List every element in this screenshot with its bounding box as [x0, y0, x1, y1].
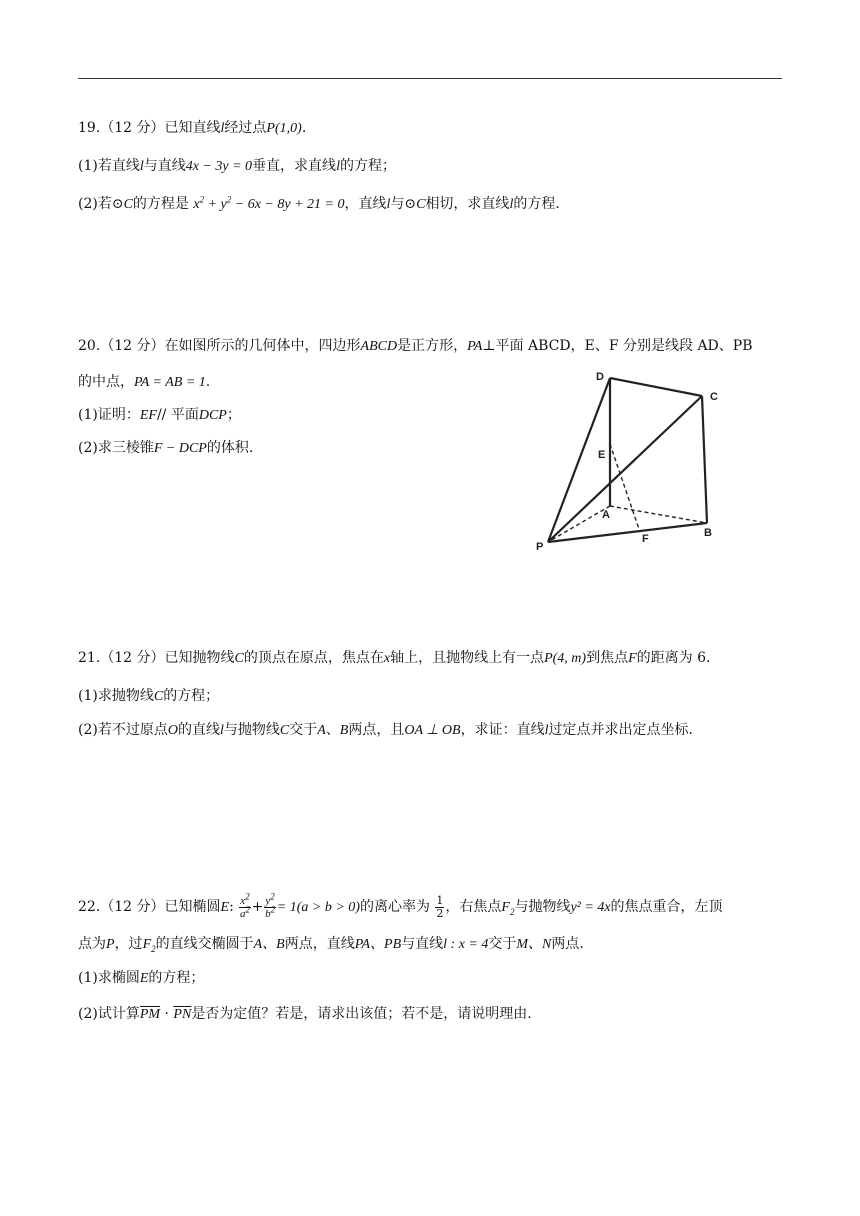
- q20-mid: 是正方形，: [397, 338, 468, 354]
- edge-ab: [610, 506, 707, 523]
- q20-p2-a: (2)求三棱锥: [78, 440, 154, 456]
- q21-head: 21.（12 分）已知抛物线: [78, 650, 235, 666]
- q20-line2: [78, 372, 210, 393]
- q22-l2-f: 交于: [488, 936, 517, 952]
- q21-p2-perp: OA ⊥ OB: [404, 723, 461, 738]
- q19-p2-f: 的方程.: [513, 196, 560, 212]
- q19-mid: 经过点: [224, 120, 267, 136]
- q21-p2-B: B: [339, 723, 349, 738]
- q22-vec-PN: $\overline{PN}$: [173, 1007, 192, 1022]
- q21-point: P(4, m): [544, 651, 587, 666]
- q20-p1-dcp: DCP: [198, 408, 227, 423]
- q21-p2-h: 过定点并求出定点坐标.: [548, 722, 693, 738]
- q19-p2-C: C: [123, 197, 133, 212]
- q20-p1-c: ；: [226, 407, 241, 423]
- q19-p1-d: 的方程；: [339, 158, 396, 174]
- q22-p1-a: (1)求椭圆: [78, 970, 140, 986]
- edge-pb: [548, 523, 707, 542]
- q21-p2-d: 交于: [289, 722, 318, 738]
- q22-l2-e: 与直线: [401, 936, 444, 952]
- q19-p2-C2: C: [416, 197, 426, 212]
- label-F: F: [642, 533, 649, 545]
- q19-p2-e: 相切，求直线: [425, 196, 510, 212]
- q19-p2-l2: l: [509, 197, 514, 212]
- q20-p1-b: // 平面: [156, 407, 199, 423]
- q22-l2-F2-text: F: [142, 937, 152, 952]
- q21-F: F: [628, 651, 637, 666]
- q22-p2-b: 是否为定值？若是，请求出该值；若不是，请说明理由.: [191, 1006, 532, 1022]
- q19-p2-a: (2)若⊙: [78, 196, 124, 212]
- q21-p2-A: A: [317, 723, 326, 738]
- q20-title: [78, 336, 753, 357]
- q22-frac-x: $\frac{x^2}{a^2}$: [239, 890, 250, 920]
- q22-d: 与抛物线: [514, 899, 571, 915]
- q22-l2-AB: A、B: [253, 937, 285, 952]
- q22-l2-P: P: [106, 937, 115, 952]
- edge-cb: [702, 396, 707, 523]
- q22-F2-text: F: [501, 900, 510, 915]
- q19-title: [78, 118, 306, 139]
- q22-e: 的焦点重合，左顶: [610, 899, 723, 915]
- header-rule: [78, 78, 782, 79]
- q20-part1: [78, 405, 241, 426]
- q20-pa: PA: [467, 339, 483, 354]
- q22-l2-PAPB: PA、PB: [354, 937, 402, 952]
- q22-l2-F2: $F_2$: [142, 937, 156, 954]
- q22-colon: :: [229, 899, 234, 915]
- label-B: B: [704, 527, 712, 539]
- edge-ef: [610, 444, 640, 532]
- q21-p1-C: C: [153, 689, 164, 704]
- q21-x: x: [383, 651, 391, 666]
- q22-x2: x: [240, 894, 246, 907]
- q21-p2-c: 与抛物线: [223, 722, 280, 738]
- q21-p2-f: 两点，且: [348, 722, 405, 738]
- q22-half-den: 2: [436, 906, 444, 920]
- q21-b: 轴上，且抛物线上有一点: [390, 650, 545, 666]
- q22-b2: b: [265, 907, 271, 920]
- geometry-figure: [530, 360, 750, 560]
- q21-p2-O: O: [167, 723, 178, 738]
- q22-y2: y: [265, 894, 271, 907]
- q20-p1-ef: EF: [139, 408, 157, 423]
- q22-frac-half: [435, 895, 444, 920]
- q22-F2: $F_2$: [501, 900, 515, 917]
- q21-p2-b: 的直线: [177, 722, 220, 738]
- q19-p1-c: 垂直，求直线: [252, 158, 337, 174]
- q19-p1-l: l: [139, 159, 144, 174]
- label-P: P: [536, 541, 544, 553]
- q19-p2-rest: − 6x − 8y + 21 = 0: [234, 197, 345, 212]
- q20-part2: [78, 438, 253, 459]
- q21-d: 的距离为 6.: [636, 650, 711, 666]
- label-C: C: [710, 391, 718, 403]
- q19-p2-c: ，直线: [344, 196, 387, 212]
- q21-p2-e: 、: [325, 722, 340, 738]
- q19-head: 19.（12 分）已知直线: [78, 120, 221, 136]
- q20-p2-b: 的体积.: [206, 440, 254, 456]
- q22-E: E: [220, 900, 230, 915]
- q21-p2-l2: l: [544, 723, 549, 738]
- q19-p2-d: 与⊙: [390, 196, 417, 212]
- q22-p2-dot: ·: [160, 1006, 174, 1022]
- q22-half-num: 1: [436, 893, 444, 907]
- q22-p2-a: (2)试计算: [78, 1006, 140, 1022]
- q22-l2-MN: M、N: [516, 937, 552, 952]
- q21-p2-g: ，求证：直线: [460, 722, 545, 738]
- q22-l2-d: 两点，直线: [284, 936, 355, 952]
- q20-head: 20.（12 分）在如图所示的几何体中，四边形: [78, 338, 361, 354]
- q22-head: 22.（12 分）已知椭圆: [78, 899, 221, 915]
- q22-l2-b: ，过: [114, 936, 143, 952]
- q22-line2: [78, 934, 584, 955]
- q22-ecc: 的离心率为: [359, 899, 430, 915]
- q21-title: [78, 648, 710, 669]
- label-D: D: [596, 371, 604, 383]
- q22-title: 22.（12 分）已知椭圆E: $\frac{x^2}{a^2}$ + $\frac{y^2}{b^2}$ = 1(a > b > 0)的离心率为 $\frac{1}{2}$ ，右焦点$F_2$与抛物线y² = 4x的焦点重合，左顶: [78, 890, 723, 920]
- q20-p2-f: F − DCP: [153, 441, 207, 456]
- q22-p1-b: 的方程；: [148, 970, 205, 986]
- q19-p1-eq: 4x − 3y = 0: [185, 159, 253, 174]
- q21-C: C: [234, 651, 244, 666]
- q19-part1: [78, 156, 396, 177]
- q20-l2-b: .: [205, 374, 211, 390]
- solid-edges: [548, 378, 707, 542]
- q22-frac-y: $\frac{y^2}{b^2}$: [265, 890, 276, 920]
- q21-a: 的顶点在原点，焦点在: [243, 650, 384, 666]
- q21-p2-a: (2)若不过原点: [78, 722, 168, 738]
- q20-p1-a: (1)证明：: [78, 407, 140, 423]
- q19-p1-b: 与直线: [143, 158, 186, 174]
- q22-p1-E: E: [139, 971, 149, 986]
- q19-point: P(1,0): [266, 121, 302, 136]
- q22-l2-g: 两点.: [551, 936, 584, 952]
- q22-l2-a: 点为: [78, 936, 106, 952]
- q21-part2: [78, 720, 693, 741]
- q22-vec-PM: $\overline{PM}$: [139, 1007, 161, 1022]
- q22-a2: a: [239, 907, 246, 920]
- q19-var-l: l: [220, 121, 225, 136]
- q22-eq-rest: = 1(a > b > 0): [276, 900, 360, 915]
- q22-c: ，右焦点: [445, 899, 502, 915]
- q20-tail: ⊥平面 ABCD，E、F 分别是线段 AD、PB: [482, 338, 753, 354]
- q22-l2-c: 的直线交椭圆于: [155, 936, 254, 952]
- label-E: E: [598, 449, 606, 461]
- q21-p1-a: (1)求抛物线: [78, 688, 154, 704]
- q22-part1: [78, 968, 204, 989]
- q21-part1: [78, 686, 219, 707]
- q20-l2-eq: PA = AB = 1: [134, 375, 206, 390]
- edge-pc: [548, 396, 702, 542]
- q20-l2-a: 的中点，: [78, 374, 134, 390]
- q19-part2: [78, 194, 560, 215]
- edge-dc: [610, 378, 702, 396]
- q21-p1-b: 的方程；: [163, 688, 220, 704]
- q22-l2-line: l : x = 4: [443, 937, 489, 952]
- q21-p2-l: l: [219, 723, 224, 738]
- q19-p2-b: 的方程是: [132, 196, 189, 212]
- q22-parab: y² = 4x: [570, 900, 611, 915]
- q19-end: .: [301, 120, 307, 136]
- q19-p1-a: (1)若直线: [78, 158, 140, 174]
- q21-c: 到焦点: [586, 650, 629, 666]
- q21-p2-C: C: [279, 723, 290, 738]
- q19-p2-l: l: [386, 197, 391, 212]
- q22-part2: [78, 1004, 532, 1025]
- dashed-edges: [548, 444, 707, 542]
- q20-abcd: ABCD: [360, 339, 398, 354]
- label-A: A: [602, 509, 610, 521]
- q19-p1-l2: l: [336, 159, 340, 174]
- q19-circle-eq: $x^2 + y^2 - 6x - 8y + 21 = 0$: [193, 194, 345, 212]
